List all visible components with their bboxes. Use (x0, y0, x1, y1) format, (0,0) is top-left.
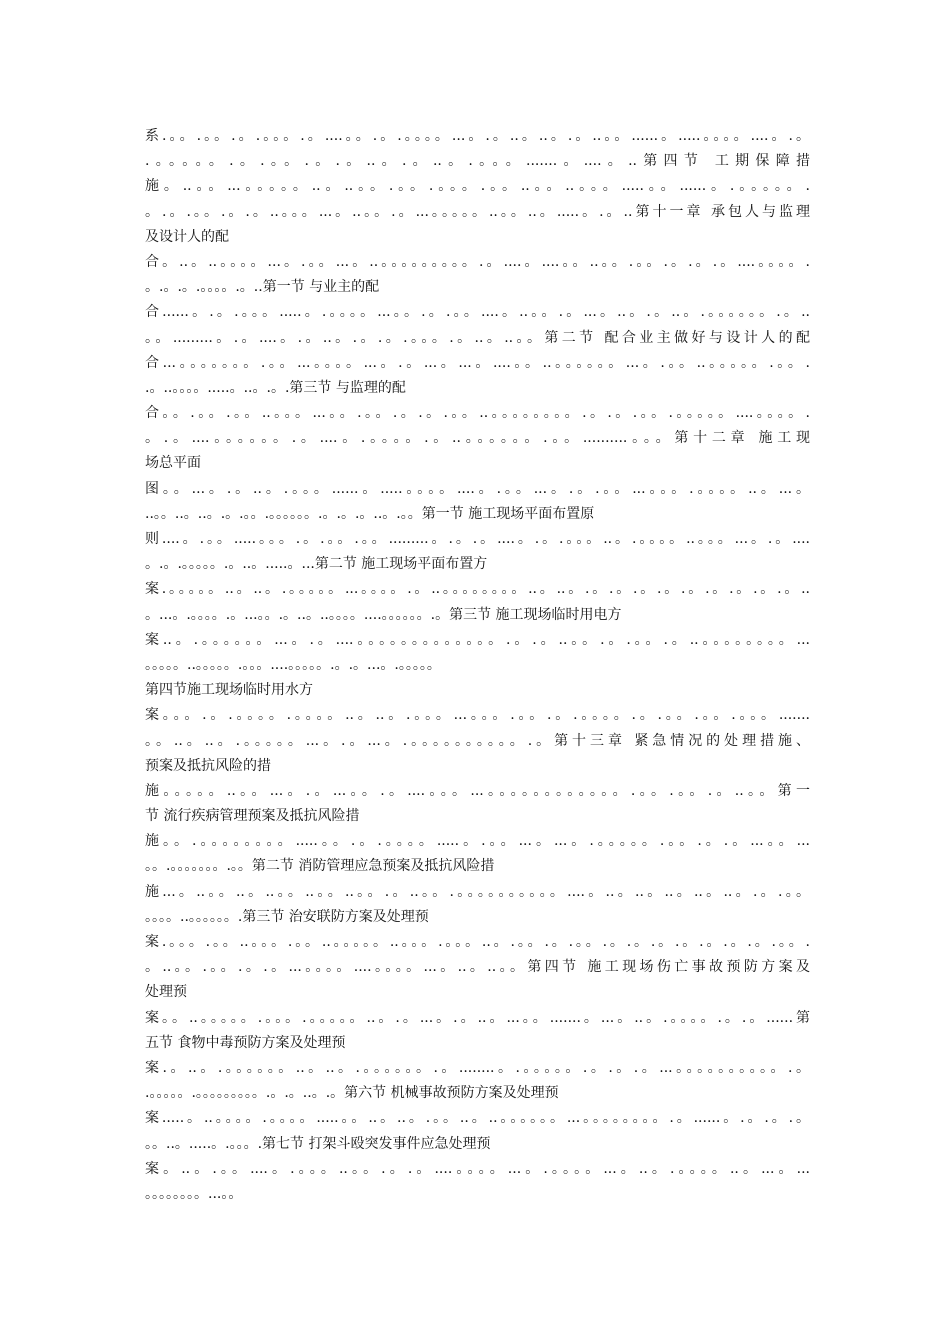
toc-line: 案.。。。.。。..。。。.。。..。。。。。..。。。.。。。..。.。。.。.。。.。.。.。.。.。.。.。.。。. (145, 934, 810, 950)
toc-line: 案.。..。.。。。。。。..。..。.。。。。。。.。........。.。。。。。.。.。.。...。。。。。。。。。。.。 (145, 1059, 810, 1076)
toc-line: 施。..。。...。。。。。..。..。。.。。.。。。.。。..。。..。。。.....。。......。.。。。。。. (145, 178, 810, 195)
toc-line: ..。。..。..。.。.。。.。。。。。。.。.。.。..。.。。第一节 施工现场平面布置原 (145, 505, 595, 522)
toc-line: 施...。..。。..。..。。..。。..。。.。..。。.。。。。。。。。。。....。..。..。..。..。..。.。.。。 (145, 883, 810, 900)
toc-line: .。。。。。.。。。。。。。。。.。.。..。.。第六节 机械事故预防方案及处理预 (145, 1085, 559, 1102)
toc-line: 案..。.。。。。。。...。.。....。。。。。。。。。。。。。.。.。..。。.。.。。.。..。。。。。。。。... (145, 631, 810, 648)
toc-line: 。.。.。。。。。.。..。.....。...第二节 施工现场平面布置方 (145, 556, 488, 573)
toc-line: 第四节施工现场临时用水方 (145, 682, 313, 699)
toc-line: 。。。。。..。。。。。.。。。....。。。。。.。.。...。.。。。。。 (145, 656, 441, 673)
toc-line: 。。。。。。。。...。。 (145, 1185, 243, 1202)
toc-line: 。.。.。。.。.。..。。。...。..。。.。...。。。。。..。。..。.....。.。..第十一章 承包人与监理 (145, 203, 810, 220)
toc-line: 案。。..。。。。。.。。。.。。。。。..。.。...。.。..。...。。.......。...。..。.。。。。.。.。......第 (145, 1009, 810, 1026)
toc-page (145, 124, 810, 1207)
toc-line: 合......。.。.。。。.....。.。。。。...。。.。.。。....。..。。.。...。..。.。..。.。。。。。。.。.. (145, 304, 810, 321)
toc-line: 施。。。。。..。。...。.。...。。.。....。。。...。。。。。。。。。。。。.。。.。。.。..。。第一 (145, 782, 810, 799)
toc-line: 图。。...。.。..。.。。。......。.....。。。。....。.。。...。.。.。。...。。。.。。。。..。...。 (145, 480, 810, 497)
toc-line: 。.。....。。。。。。.。....。.。。。。.。..。。。。。。.。。..........。。。第十二章 施工现 (145, 430, 810, 447)
toc-line: .。。。。。.。.。。.。.。..。.。..。.。。。.......。....。..第四节 工期保障措 (145, 153, 810, 170)
toc-line: 。。.。。。。。。。.。。第二节 消防管理应急预案及抵抗风险措 (145, 858, 495, 875)
toc-line: 。。..。.....。.。。。.第七节 打架斗殴突发事件应急处理预 (145, 1135, 491, 1152)
toc-line: 。。.........。.。....。.。..。.。.。.。。。.。..。..。。第二节 配合业主做好与设计人的配 (145, 329, 810, 346)
toc-line: 节 流行疾病管理预案及抵抗风险措 (145, 808, 360, 825)
toc-line: 合...。。。。。。。.。。...。。。。...。.。...。...。....。。..。。。。。。...。.。。..。。。。。.。。. (145, 354, 810, 371)
toc-line: 。。。。..。。。。。。.第三节 治安联防方案及处理预 (145, 908, 429, 925)
toc-line: 施。。.。。。。。。。。.....。。.。.。。。。.....。.。。...。...。.。。。。。.。。.。.。...。。... (145, 833, 810, 850)
toc-line: 预案及抵抗风险的措 (145, 757, 271, 774)
toc-line: 场总平面 (145, 455, 201, 472)
toc-line: 处理预 (145, 984, 187, 1001)
toc-line: 及设计人的配 (145, 228, 229, 245)
toc-line: 。...。.。。。。.。...。。.。..。..。。。。....。。。。。。.。第三节 施工现场临时用电方 (145, 606, 622, 623)
toc-line: 合。..。..。。。。...。.。。...。..。。。。。。。。。.。....。....。。..。。.。。.。.。.。....。。。。. (145, 253, 810, 270)
toc-line: 系.。。.。。.。.。。。.。....。。.。.。。。。...。.。..。..。.。..。。......。.....。。。。....。.。 (145, 128, 810, 144)
toc-line: 案。。。.。.。。。。.。。。。..。..。.。。。...。。。.。。.。.。。。。.。.。。.。。.。。。....... (145, 707, 810, 724)
toc-line: 案。..。.。。....。.。。。..。。.。.。....。。。。...。.。。。。...。..。.。。。。..。...。... (145, 1160, 810, 1177)
toc-line: 五节 食物中毒预防方案及处理预 (145, 1034, 346, 1051)
toc-line: 。..。。.。。.。.。...。。。。....。。。。...。..。..。。第四节 施工现场伤亡事故预防方案及 (145, 959, 810, 976)
toc-line: 。.。.。.。。。。.。..第一节 与业主的配 (145, 279, 380, 296)
toc-line: 案.....。..。。。。.。。。。.....。。..。..。.。。..。..。。。。。。...。。。。。。。。.。......。.。.。.。 (145, 1110, 810, 1127)
toc-line: 则....。.。。.....。。。.。.。。.。。.........。.。.。....。.。.。。。..。.。。。。..。。。...。.。.... (145, 531, 810, 547)
toc-line: .。..。。。。.....。..。.。.第三节 与监理的配 (145, 379, 406, 396)
toc-line: 案.。。。。。..。..。.。。。。。...。。。。.。..。。。。。。。。..。..。.。.。.。.。.。.。.。.。.。.. (145, 581, 810, 598)
toc-line: 合。。.。。.。。..。。。...。。.。。.。.。.。。..。。。。。。。。.。.。.。。.。。。。。....。。。。. (145, 405, 810, 422)
toc-line: 。。..。..。.。。。。。...。.。...。.。。。。。。。。。。.。第十三章 紧急情况的处理措施、 (145, 732, 810, 749)
